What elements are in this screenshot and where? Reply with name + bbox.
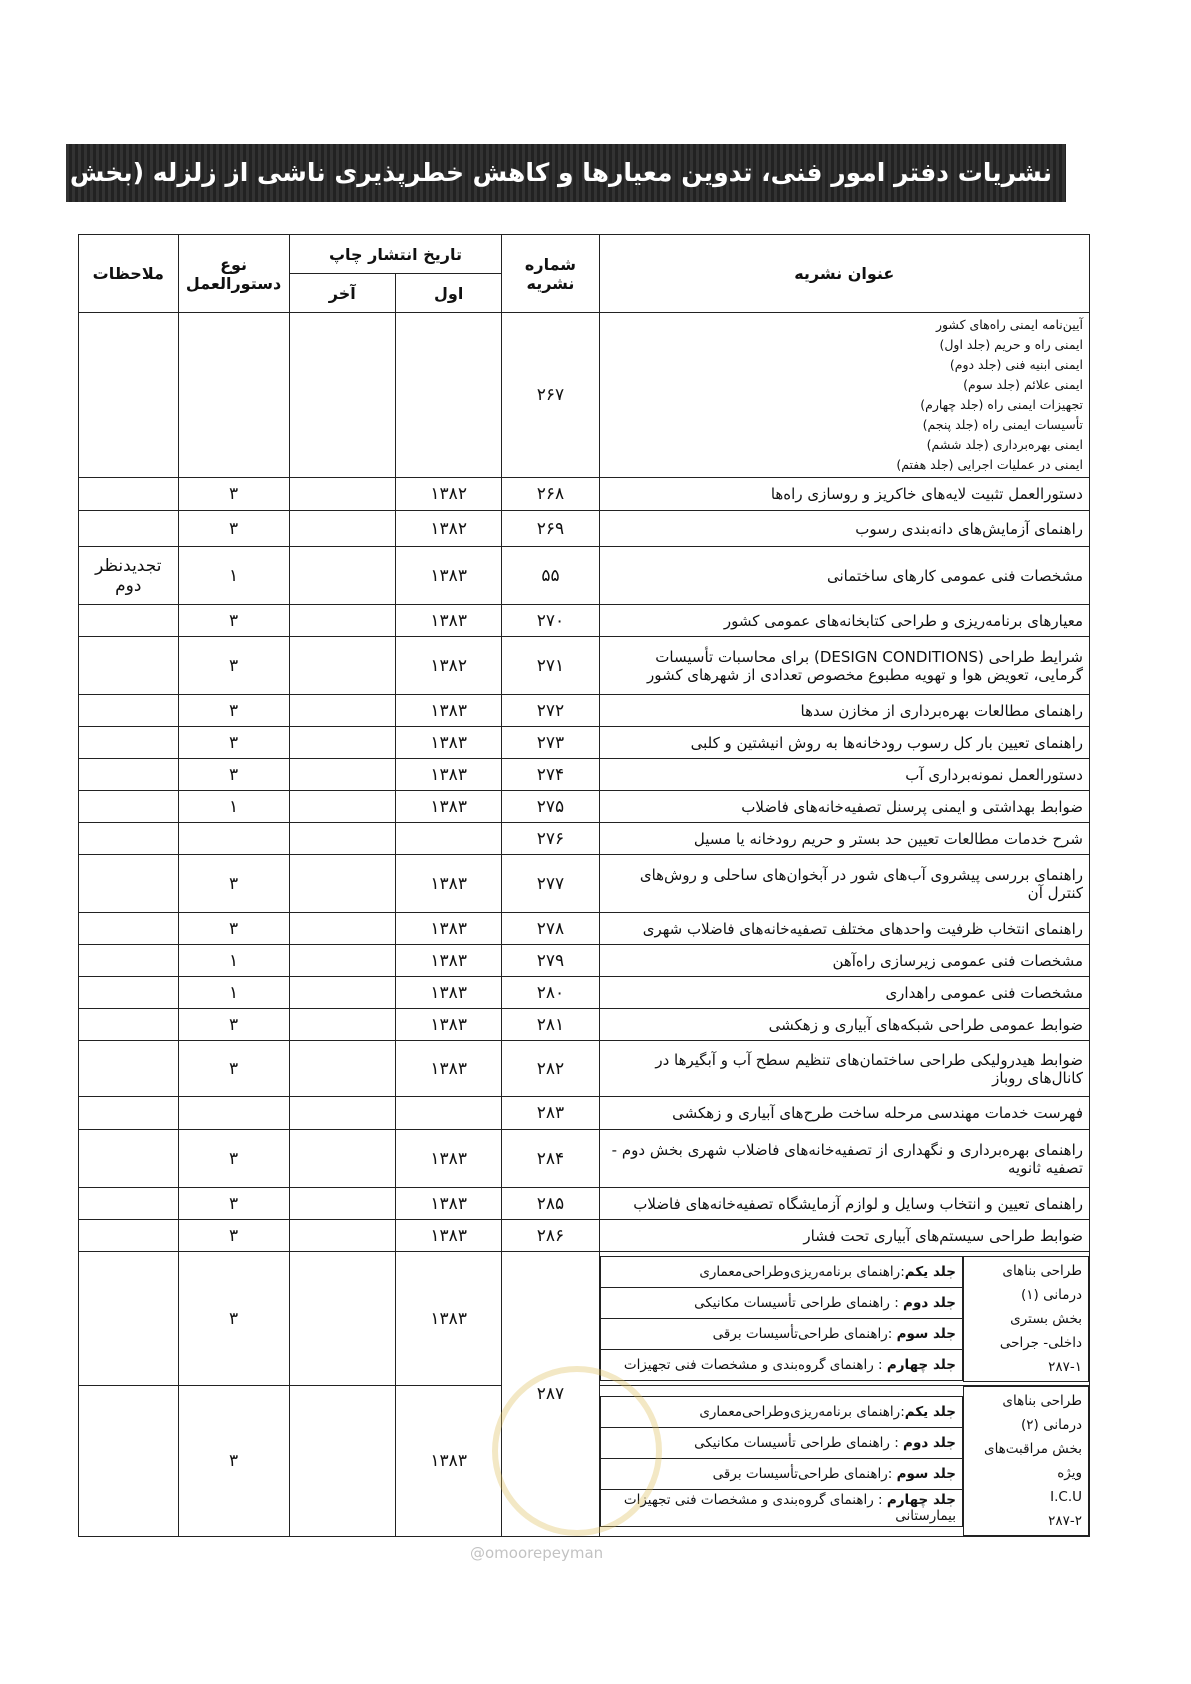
row-notes: [79, 695, 179, 727]
row-title: راهنمای تعیین و انتخاب وسایل و لوازم آزمایشگاه تصفیه‌خانه‌های فاضلاب: [599, 1188, 1089, 1220]
part-label-line: طراحی بناهای: [1002, 1393, 1082, 1409]
row-title: معیارهای برنامه‌ریزی و طراحی کتابخانه‌های عمومی کشور: [599, 605, 1089, 637]
row-number: ۲۶۷: [502, 313, 599, 478]
part-label-line: داخلی- جراحی: [999, 1334, 1082, 1351]
row-287-number: ۲۸۷: [502, 1252, 599, 1537]
row-notes: [79, 945, 179, 977]
volume-number: جلد سوم: [896, 1326, 956, 1342]
row-number: ۲۶۹: [502, 511, 599, 547]
row-first-date: ۱۳۸۳: [395, 1041, 501, 1097]
row-last-date: [289, 1220, 395, 1252]
part-label-line: درمانی (۲): [1021, 1417, 1082, 1433]
publications-table: [78, 234, 1090, 1537]
volume-text: : راهنمای گروه‌بندی و مشخصات فنی تجهیزات: [623, 1357, 887, 1373]
row-number: ۲۷۳: [502, 727, 599, 759]
row-last-date: [289, 945, 395, 977]
row-title: ضوابط بهداشتی و ایمنی پرسنل تصفیه‌خانه‌های فاضلاب: [599, 791, 1089, 823]
col-notes: ملاحظات: [79, 235, 179, 313]
row-type: ۳: [178, 1009, 289, 1041]
col-title: عنوان نشریه: [599, 235, 1089, 313]
part-label-line: بخش مراقبت‌های: [984, 1441, 1082, 1457]
table-row: [79, 1220, 1090, 1252]
row-title-line: تجهیزات ایمنی راه (جلد چهارم): [920, 397, 1083, 412]
row-title: [599, 313, 1089, 478]
row-number: ۲۸۳: [502, 1097, 599, 1130]
col-first: اول: [395, 274, 501, 313]
row-first-date: ۱۳۸۳: [395, 1009, 501, 1041]
table-row: [79, 637, 1090, 695]
row-type: ۱: [178, 791, 289, 823]
col-type-line1: نوع: [220, 254, 248, 274]
row-last-date: [289, 855, 395, 913]
row-notes: [79, 605, 179, 637]
row-notes: [79, 759, 179, 791]
col-type-line2: دستورالعمل: [185, 273, 282, 293]
row-number: ۲۷۰: [502, 605, 599, 637]
row-notes: تجدیدنظر دوم: [79, 547, 179, 605]
table-row: [79, 759, 1090, 791]
row-last-date: [289, 1188, 395, 1220]
watermark-text: @omoorepeyman: [470, 1544, 604, 1562]
volume-line: [600, 1257, 962, 1288]
volume-text: :راهنمای طراحی‌تأسیسات برقی: [712, 1465, 897, 1482]
table-row: [79, 1009, 1090, 1041]
table-row: [79, 478, 1090, 511]
row-last-date: [289, 759, 395, 791]
col-number-line1: شماره: [524, 254, 577, 274]
volume-text: : راهنمای طراحی تأسیسات مکانیکی: [694, 1434, 904, 1451]
row-number: ۲۸۲: [502, 1041, 599, 1097]
row-number: ۲۸۵: [502, 1188, 599, 1220]
table-row: [79, 605, 1090, 637]
row-title-line: ایمنی راه و حریم (جلد اول): [939, 337, 1083, 352]
row-type: ۳: [178, 727, 289, 759]
row-last-date: [289, 637, 395, 695]
row-title: راهنمای مطالعات بهره‌برداری از مخازن سدها: [599, 695, 1089, 727]
volume-line: [600, 1489, 962, 1526]
row-last-date: [289, 823, 395, 855]
row-type: [178, 1097, 289, 1130]
volume-line: [600, 1458, 962, 1489]
row-title: شرایط طراحی (DESIGN CONDITIONS) برای محاسبات تأسیسات گرمایی، تعویض هوا و تهویه مطبوع مخصوص تعدادی از شهرهای کشور: [599, 637, 1089, 695]
row-first-date: ۱۳۸۳: [395, 759, 501, 791]
row-last-date: [289, 1041, 395, 1097]
volume-number: جلد دوم: [903, 1434, 956, 1451]
row-first-date: [395, 1097, 501, 1130]
row-notes: [79, 977, 179, 1009]
row-first-date: ۱۳۸۳: [395, 1130, 501, 1188]
row-last-date: [289, 791, 395, 823]
row-type: ۳: [178, 1130, 289, 1188]
row-last-date: [289, 1097, 395, 1130]
table-row: [79, 313, 1090, 478]
row-title: راهنمای انتخاب ظرفیت واحدهای مختلف تصفیه‌خانه‌های فاضلاب شهری: [599, 913, 1089, 945]
col-number-line2: نشریه: [526, 273, 575, 293]
table-row: [79, 1097, 1090, 1130]
row-287-title: [599, 1252, 1089, 1386]
row-number: ۲۷۲: [502, 695, 599, 727]
col-last: آخر: [289, 274, 395, 313]
row-287-notes: [79, 1252, 179, 1386]
row-last-date: [289, 547, 395, 605]
row-287-notes: [79, 1386, 179, 1537]
row-title: راهنمای آزمایش‌های دانه‌بندی رسوب: [599, 511, 1089, 547]
row-number: ۲۸۶: [502, 1220, 599, 1252]
table-row: [79, 945, 1090, 977]
table-row: [79, 547, 1090, 605]
part-label-line: ۲۸۷-۲: [1048, 1513, 1082, 1529]
col-publish-date: تاریخ انتشار چاپ: [289, 235, 502, 274]
row-first-date: [395, 313, 501, 478]
col-type: [178, 235, 289, 313]
volume-line: [600, 1319, 962, 1350]
row-first-date: ۱۳۸۳: [395, 727, 501, 759]
row-last-date: [289, 605, 395, 637]
part-label-line: ویژه: [1057, 1465, 1082, 1481]
part-label-line: بخش بستری: [1010, 1310, 1082, 1327]
row-notes: [79, 1009, 179, 1041]
row-first-date: ۱۳۸۳: [395, 695, 501, 727]
table-row: [79, 977, 1090, 1009]
row-notes: [79, 1041, 179, 1097]
row-first-date: ۱۳۸۳: [395, 1188, 501, 1220]
volume-number: جلد سوم: [896, 1465, 956, 1482]
row-number: ۲۸۱: [502, 1009, 599, 1041]
row-number: ۲۷۶: [502, 823, 599, 855]
row-notes: [79, 913, 179, 945]
table-row: [79, 727, 1090, 759]
row-first-date: [395, 823, 501, 855]
row-type: [178, 823, 289, 855]
row-title: راهنمای بررسی پیشروی آب‌های شور در آبخوان‌های ساحلی و روش‌های کنترل آن: [599, 855, 1089, 913]
row-last-date: [289, 1130, 395, 1188]
part-label-line: درمانی (۱): [1021, 1286, 1082, 1303]
row-title: راهنمای بهره‌برداری و نگهداری از تصفیه‌خانه‌های فاضلاب شهری بخش دوم - تصفیه ثانویه: [599, 1130, 1089, 1188]
row-first-date: ۱۳۸۳: [395, 547, 501, 605]
row-notes: [79, 791, 179, 823]
table-row: [79, 791, 1090, 823]
row-notes: [79, 823, 179, 855]
table-row: [79, 823, 1090, 855]
row-notes: [79, 727, 179, 759]
table-row: [79, 855, 1090, 913]
row-first-date: ۱۳۸۳: [395, 913, 501, 945]
row-287-title: [599, 1386, 1089, 1537]
table-row: [79, 511, 1090, 547]
row-last-date: [289, 727, 395, 759]
row-title-line: ایمنی در عملیات اجرایی (جلد هفتم): [896, 457, 1083, 472]
row-287-type: ۳: [178, 1252, 289, 1386]
row-number: ۲۸۴: [502, 1130, 599, 1188]
row-title: ضوابط عمومی طراحی شبکه‌های آبیاری و زهکشی: [599, 1009, 1089, 1041]
row-type: ۳: [178, 511, 289, 547]
volume-number: جلد چهارم: [886, 1357, 956, 1373]
row-last-date: [289, 1009, 395, 1041]
row-first-date: ۱۳۸۳: [395, 977, 501, 1009]
table-row: [79, 1130, 1090, 1188]
row-first-date: ۱۳۸۲: [395, 511, 501, 547]
row-number: ۲۷۷: [502, 855, 599, 913]
volume-text: :راهنمای طراحی‌تأسیسات برقی: [712, 1326, 897, 1342]
table-row: [79, 1188, 1090, 1220]
volume-line: [600, 1396, 962, 1427]
row-287-type: ۳: [178, 1386, 289, 1537]
row-last-date: [289, 913, 395, 945]
row-first-date: ۱۳۸۲: [395, 478, 501, 511]
row-type: [178, 313, 289, 478]
row-287-last-date: [289, 1386, 395, 1537]
row-notes: [79, 1188, 179, 1220]
volume-text: : راهنمای گروه‌بندی و مشخصات فنی تجهیزات بیمارستانی: [623, 1491, 956, 1524]
row-type: ۳: [178, 759, 289, 791]
row-last-date: [289, 478, 395, 511]
row-title: مشخصات فنی عمومی کارهای ساختمانی: [599, 547, 1089, 605]
row-287-first-date: ۱۳۸۳: [395, 1252, 501, 1386]
row-notes: [79, 313, 179, 478]
row-first-date: ۱۳۸۳: [395, 791, 501, 823]
row-notes: [79, 478, 179, 511]
row-type: ۳: [178, 913, 289, 945]
row-notes: [79, 1097, 179, 1130]
volume-line: [600, 1288, 962, 1319]
row-title: فهرست خدمات مهندسی مرحله ساخت طرح‌های آبیاری و زهکشی: [599, 1097, 1089, 1130]
row-title: راهنمای تعیین بار کل رسوب رودخانه‌ها به روش انیشتین و کلبی: [599, 727, 1089, 759]
header-row: [79, 235, 1090, 274]
row-title-line: ایمنی علائم (جلد سوم): [963, 377, 1083, 392]
part-label-line: I.C.U: [1050, 1489, 1082, 1505]
row-title-line: ایمنی بهره‌برداری (جلد ششم): [926, 437, 1083, 452]
row-first-date: ۱۳۸۳: [395, 945, 501, 977]
row-title: ضوابط طراحی سیستم‌های آبیاری تحت فشار: [599, 1220, 1089, 1252]
volume-text: :راهنمای برنامه‌ریزی‌وطراحی‌معماری: [699, 1264, 905, 1280]
row-first-date: ۱۳۸۳: [395, 1220, 501, 1252]
row-title-line: ایمنی ابنیه فنی (جلد دوم): [949, 357, 1083, 372]
row-number: ۲۶۸: [502, 478, 599, 511]
row-number: ۲۷۴: [502, 759, 599, 791]
row-notes: [79, 1130, 179, 1188]
row-type: ۳: [178, 855, 289, 913]
row-title: مشخصات فنی عمومی زیرسازی راه‌آهن: [599, 945, 1089, 977]
volume-line: [600, 1350, 962, 1381]
row-number: ۲۸۰: [502, 977, 599, 1009]
row-type: ۳: [178, 1220, 289, 1252]
volume-number: جلد یکم: [904, 1264, 956, 1280]
row-title: دستورالعمل نمونه‌برداری آب: [599, 759, 1089, 791]
row-type: ۳: [178, 637, 289, 695]
row-287-first-date: ۱۳۸۳: [395, 1386, 501, 1537]
row-type: ۳: [178, 478, 289, 511]
row-type: ۳: [178, 1188, 289, 1220]
row-title: ضوابط هیدرولیکی طراحی ساختمان‌های تنظیم سطح آب و آبگیرها در کانال‌های روباز: [599, 1041, 1089, 1097]
row-notes: [79, 511, 179, 547]
part-label-line: ۲۸۷-۱: [1048, 1358, 1082, 1375]
table-row: [79, 913, 1090, 945]
table-row: [79, 695, 1090, 727]
row-287-last-date: [289, 1252, 395, 1386]
volume-line: [600, 1427, 962, 1458]
row-type: ۱: [178, 977, 289, 1009]
row-type: ۳: [178, 605, 289, 637]
part-label: [964, 1387, 1089, 1536]
row-type: ۳: [178, 695, 289, 727]
row-first-date: ۱۳۸۲: [395, 637, 501, 695]
row-title: مشخصات فنی عمومی راهداری: [599, 977, 1089, 1009]
row-last-date: [289, 695, 395, 727]
row-title: شرح خدمات مطالعات تعیین حد بستر و حریم رودخانه یا مسیل: [599, 823, 1089, 855]
row-notes: [79, 1220, 179, 1252]
row-title-line: تأسیسات ایمنی راه (جلد پنجم): [922, 417, 1083, 432]
table-row: [79, 1041, 1090, 1097]
row-number: ۲۷۱: [502, 637, 599, 695]
volume-text: :راهنمای برنامه‌ریزی‌وطراحی‌معماری: [699, 1403, 905, 1420]
row-type: ۳: [178, 1041, 289, 1097]
volume-number: جلد چهارم: [886, 1491, 956, 1508]
part-label: [964, 1256, 1089, 1381]
row-type: ۱: [178, 547, 289, 605]
part-label-line: طراحی بناهای: [1002, 1262, 1082, 1279]
volume-number: جلد دوم: [903, 1295, 956, 1311]
volume-number: جلد یکم: [904, 1403, 956, 1420]
row-notes: [79, 855, 179, 913]
row-title-line: آیین‌نامه ایمنی راه‌های کشور: [935, 317, 1083, 332]
row-number: ۲۷۵: [502, 791, 599, 823]
row-first-date: ۱۳۸۳: [395, 605, 501, 637]
row-number: ۲۷۸: [502, 913, 599, 945]
row-last-date: [289, 977, 395, 1009]
volume-text: : راهنمای طراحی تأسیسات مکانیکی: [694, 1295, 904, 1311]
row-type: ۱: [178, 945, 289, 977]
row-number: ۵۵: [502, 547, 599, 605]
page-banner: نشریات دفتر امور فنی، تدوین معیارها و کاهش خطرپذیری ناشی از زلزله (بخش تدوین: [66, 144, 1066, 202]
row-last-date: [289, 313, 395, 478]
table-row-287: [79, 1252, 1090, 1386]
row-number: ۲۷۹: [502, 945, 599, 977]
col-number: [502, 235, 599, 313]
row-title: دستورالعمل تثبیت لایه‌های خاکریز و روسازی راه‌ها: [599, 478, 1089, 511]
row-last-date: [289, 511, 395, 547]
row-first-date: ۱۳۸۳: [395, 855, 501, 913]
row-notes: [79, 637, 179, 695]
